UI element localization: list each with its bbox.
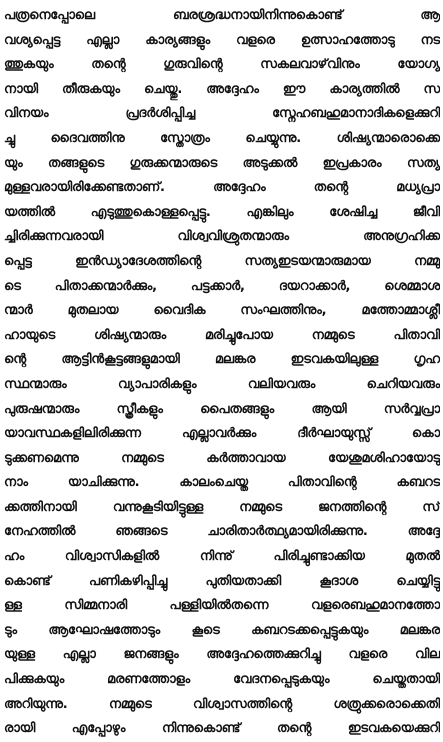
body-text: [4, 4, 440, 742]
text-line: ക്കത്തിനായി വന്നുകൂടിയിട്ടുള്ള നമ്മുടെ ജനത്തിന്റെ സ്: [4, 499, 440, 515]
text-line: വിനയം പ്രദർശിപ്പിച്ച സ്നേഹബഹുമാനാദികളെക്കുറി: [4, 106, 440, 122]
text-line: രായി എപ്പോഴും നിന്നുകൊണ്ട് തന്റെ ഇടവകയെക്കുറി: [4, 721, 440, 737]
text-line: ച്ചു ദൈവത്തിനു സ്തോത്രം ചെയ്യുന്നു. ശിഷ്യന്മാരൊക്കെ: [4, 130, 440, 146]
text-line: യും തങ്ങളുടെ ഗുരുക്കന്മാരുടെ അടുക്കൽ ഇപ്രകാരം സത്യ: [4, 155, 440, 171]
text-line: പ്പെട്ട ഇൻഡ്യാദേശത്തിന്റെ സത്യഇടയന്മാരുമായ നമ്മു: [4, 253, 440, 269]
text-line: ഹം വിശ്വാസികളിൽ നിന്നു് പിരിച്ചുണ്ടാക്കിയ മുതൽ: [4, 549, 440, 565]
text-line: ടുക്കണമെന്നു നമ്മുടെ കർത്താവായ യേശുമശിഹായോടു: [4, 450, 440, 466]
text-line: നേഹത്തിൽ ഞങ്ങടെ ചാരിതാർത്ഥ്യമായിരിക്കുന്നു. അദ്ദേ: [4, 524, 440, 540]
text-line: പുരുഷന്മാരും സ്ത്രീകളും പൈതങ്ങളും ആയി സർവ്വപ്രാ: [4, 401, 440, 417]
text-line: നായി തീരുകയും ചെയ്തു. അദ്ദേഹം ഈ കാര്യത്തിൽ സ: [4, 81, 440, 97]
text-line: യുള്ള എല്ലാ ജനങ്ങളും അദ്ദേഹത്തെക്കുറിച്ചു വളരെ വില: [4, 647, 440, 663]
text-line: ച്ചിരിക്കുന്നവരായി വിശ്വവിശ്രുതന്മാരും അനുഗ്രഹിക്ക: [4, 229, 440, 245]
text-line: പിക്കുകയും മരണത്തോളം വേദനപ്പെടുകയും ചെയ്തതായി: [4, 672, 440, 688]
text-line: ടെ പിതാക്കന്മാർക്കും, പട്ടക്കാർ, ദയറാക്കാർ, ശെമ്മാശ: [4, 278, 440, 294]
text-line: പത്രനെപ്പോലെ ബരശ്രദ്ധനായിനിന്നുകൊണ്ട് ആ: [4, 8, 440, 23]
text-line: മുള്ളവരായിരിക്കേണ്ടതാണ്. അദ്ദേഹം തന്റെ മധ്യപ്രാ: [4, 180, 440, 196]
text-line: നാം യാചിക്കുന്നു. കാലംചെയ്ത പിതാവിന്റെ കബറട: [4, 475, 440, 491]
text-line: വശ്യപ്പെട്ട എല്ലാ കാര്യങ്ങളും വളരെ ഉത്സാഹത്തോടു നട: [4, 32, 440, 48]
text-line: യാവസ്ഥകളിലിരിക്കുന്ന എല്ലാവർക്കും ദീർഘായുസ്സ് കൊ: [4, 426, 440, 442]
text-line: ടും ആഘോഷത്തോടും കൂടെ കബറടക്കപ്പെട്ടുകയും മലങ്കര: [4, 622, 440, 638]
text-line: ന്റെ ആട്ടിൻകൂട്ടങ്ങളുമായി മലങ്കര ഇടവകയിലുള്ള ഗൃഹ: [4, 352, 440, 368]
text-line: സ്ഥന്മാരും വ്യാപാരികളും വലിയവരും ചെറിയവരും: [4, 376, 440, 392]
text-line: കൊണ്ട് പണികഴിപ്പിച്ചു പുതിയതാക്കി കൂദാശ ചെയ്യിട്ടു: [4, 573, 440, 589]
text-line: ഹായുടെ ശിഷ്യന്മാരും മരിച്ചുപോയ നമ്മുടെ പിതാവി: [4, 327, 440, 343]
text-line: ന്മാർ മുതലായ വൈദിക സംഘത്തിനും, മത്തോമ്മാശ്ലീ: [4, 303, 440, 319]
text-line: ത്തുകയും തന്റെ ഗുരുവിന്റെ സകലവാഴ്‌വിനും യോഗ്യ: [4, 57, 440, 73]
text-line: ള്ള സിമ്മനാരി പള്ളിയിൽതന്നെ വളരെബഹുമാനത്തോ: [4, 598, 440, 614]
text-line: യത്തിൽ എടുത്തുകൊള്ളപ്പെട്ടു. എങ്കിലും ശേഷിച്ച ജീവി: [4, 204, 440, 220]
text-line: അറിയുന്നു. നമ്മുടെ വിശ്വാസത്തിന്റെ ശത്രുക്കരൊക്കെതി: [4, 696, 440, 712]
